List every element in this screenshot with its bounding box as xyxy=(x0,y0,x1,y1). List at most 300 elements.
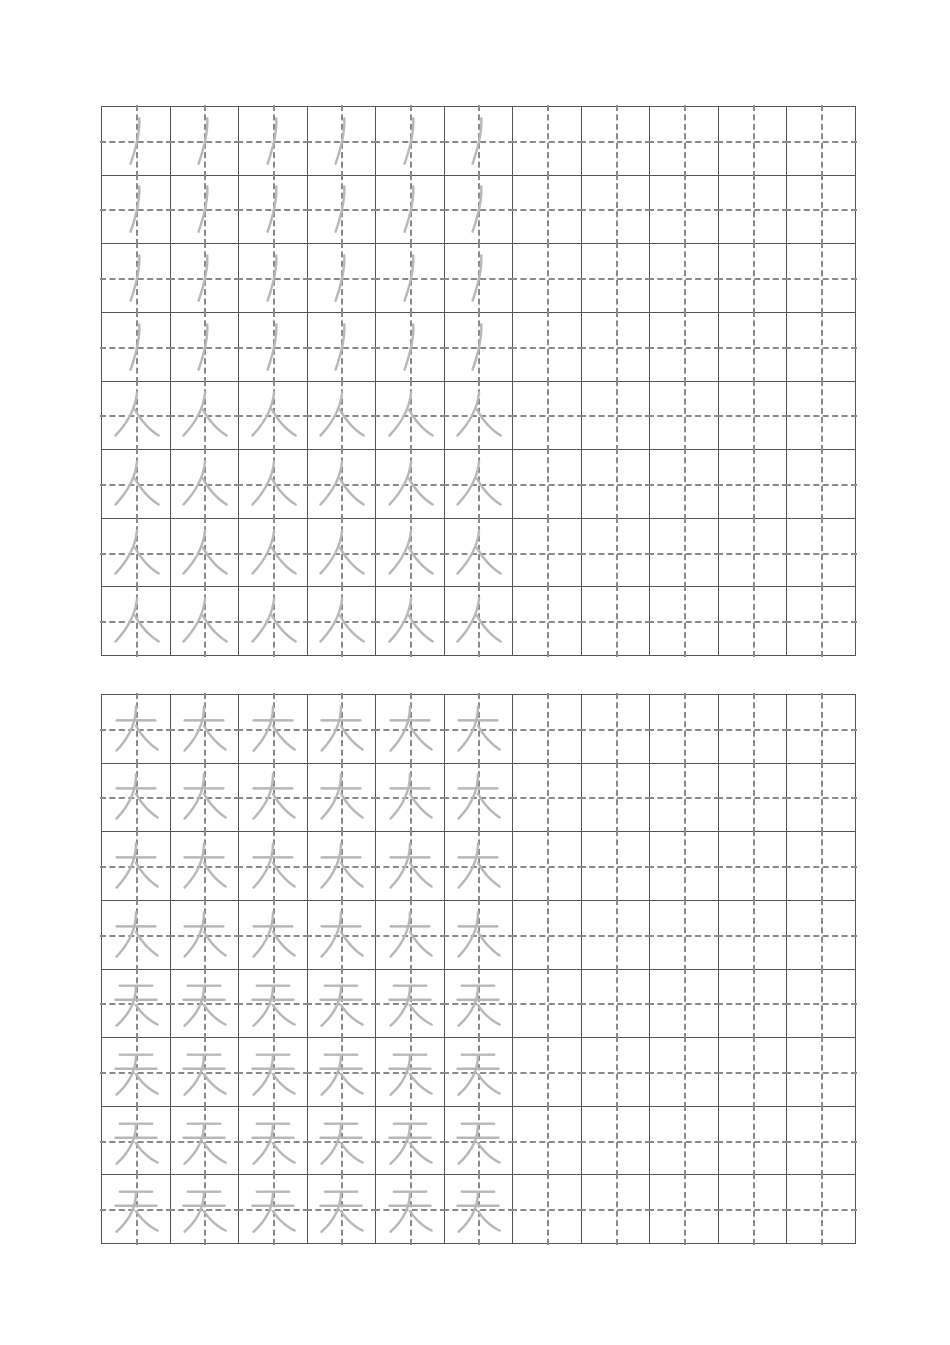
trace-character xyxy=(376,107,444,175)
practice-cell xyxy=(239,764,308,833)
practice-cell xyxy=(787,519,856,588)
practice-cell xyxy=(239,313,308,382)
trace-glyph xyxy=(451,388,505,442)
trace-glyph xyxy=(383,1045,437,1099)
practice-cell xyxy=(719,176,788,245)
practice-cell xyxy=(513,382,582,451)
practice-cell xyxy=(102,901,171,970)
trace-character xyxy=(308,519,376,587)
glyph-stroke xyxy=(136,726,158,750)
guide-line-vertical xyxy=(753,585,755,657)
practice-cell xyxy=(308,1107,377,1176)
practice-cell xyxy=(513,107,582,176)
practice-cell xyxy=(787,382,856,451)
glyph-stroke xyxy=(252,530,274,573)
guide-line-vertical xyxy=(616,762,618,834)
practice-cell xyxy=(719,382,788,451)
guide-line-vertical xyxy=(616,105,618,177)
practice-cell xyxy=(650,1107,719,1176)
guide-line-vertical xyxy=(547,830,549,902)
glyph-stroke xyxy=(115,530,137,573)
guide-line-vertical xyxy=(821,830,823,902)
glyph-stroke xyxy=(199,255,208,300)
practice-cell xyxy=(513,901,582,970)
guide-line-vertical xyxy=(684,762,686,834)
guide-line-vertical xyxy=(821,448,823,520)
trace-glyph xyxy=(177,770,231,824)
glyph-stroke xyxy=(459,986,478,1026)
trace-character xyxy=(171,1038,239,1106)
glyph-stroke xyxy=(477,616,501,642)
practice-cell xyxy=(171,519,240,588)
practice-cell xyxy=(171,1175,240,1244)
practice-cell xyxy=(513,1038,582,1107)
glyph-stroke xyxy=(390,1055,409,1095)
trace-character xyxy=(376,1107,444,1175)
practice-cell xyxy=(308,176,377,245)
trace-glyph xyxy=(177,702,231,756)
trace-glyph xyxy=(177,594,231,648)
practice-cell xyxy=(239,1107,308,1176)
trace-glyph xyxy=(109,251,163,305)
glyph-stroke xyxy=(390,912,409,956)
glyph-stroke xyxy=(199,187,208,232)
trace-glyph xyxy=(451,908,505,962)
practice-cell xyxy=(376,382,445,451)
guide-line-vertical xyxy=(821,517,823,589)
trace-glyph xyxy=(383,251,437,305)
glyph-stroke xyxy=(204,931,226,955)
trace-glyph xyxy=(177,1114,231,1168)
trace-character xyxy=(239,901,307,969)
practice-cell xyxy=(102,1175,171,1244)
trace-character xyxy=(102,176,170,244)
practice-cell xyxy=(171,695,240,764)
practice-cell xyxy=(719,1038,788,1107)
trace-character xyxy=(445,901,513,969)
practice-cell xyxy=(650,1175,719,1244)
practice-cell xyxy=(513,1107,582,1176)
trace-glyph xyxy=(177,114,231,168)
trace-character xyxy=(376,832,444,900)
practice-cell xyxy=(445,970,514,1039)
practice-cell xyxy=(719,313,788,382)
trace-glyph xyxy=(109,702,163,756)
guide-line-vertical xyxy=(547,693,549,765)
trace-glyph xyxy=(177,388,231,442)
trace-character xyxy=(445,764,513,832)
practice-cell xyxy=(719,450,788,519)
glyph-stroke xyxy=(116,986,135,1026)
practice-cell xyxy=(376,764,445,833)
glyph-stroke xyxy=(409,547,433,573)
glyph-stroke xyxy=(390,775,409,819)
practice-cell xyxy=(787,832,856,901)
practice-cell xyxy=(102,176,171,245)
practice-cell xyxy=(445,450,514,519)
practice-cell xyxy=(582,970,651,1039)
glyph-stroke xyxy=(321,530,343,573)
glyph-stroke xyxy=(116,843,135,887)
trace-character xyxy=(239,519,307,587)
practice-cell xyxy=(171,382,240,451)
practice-cell xyxy=(787,313,856,382)
practice-cell xyxy=(102,1038,171,1107)
glyph-stroke xyxy=(322,986,341,1026)
guide-line-vertical xyxy=(821,1036,823,1108)
trace-character xyxy=(308,587,376,655)
glyph-stroke xyxy=(389,530,411,573)
trace-character xyxy=(171,176,239,244)
practice-cell xyxy=(239,244,308,313)
glyph-stroke xyxy=(273,1211,295,1230)
practice-cell xyxy=(787,244,856,313)
trace-character xyxy=(102,382,170,450)
glyph-stroke xyxy=(267,324,276,369)
trace-glyph xyxy=(383,114,437,168)
practice-cell xyxy=(650,244,719,313)
guide-line-vertical xyxy=(547,968,549,1040)
glyph-stroke xyxy=(477,479,501,505)
trace-glyph xyxy=(246,1182,300,1236)
trace-character xyxy=(445,695,513,763)
practice-cell xyxy=(171,901,240,970)
glyph-stroke xyxy=(478,931,500,955)
guide-line-vertical xyxy=(547,448,549,520)
trace-character xyxy=(239,970,307,1038)
trace-character xyxy=(376,970,444,1038)
practice-cell xyxy=(308,519,377,588)
practice-grid-bottom xyxy=(101,694,856,1244)
trace-character xyxy=(102,970,170,1038)
practice-cell xyxy=(582,587,651,656)
guide-line-vertical xyxy=(821,380,823,452)
glyph-stroke xyxy=(340,547,364,573)
trace-glyph xyxy=(383,457,437,511)
trace-glyph xyxy=(109,114,163,168)
glyph-stroke xyxy=(478,1005,500,1024)
trace-character xyxy=(171,764,239,832)
practice-cell xyxy=(582,764,651,833)
trace-character xyxy=(102,901,170,969)
glyph-stroke xyxy=(273,1005,295,1024)
guide-line-vertical xyxy=(684,380,686,452)
glyph-stroke xyxy=(185,986,204,1026)
trace-character xyxy=(171,107,239,175)
guide-line-vertical xyxy=(821,585,823,657)
practice-cell xyxy=(239,176,308,245)
guide-line-vertical xyxy=(616,242,618,314)
guide-line-vertical xyxy=(547,174,549,246)
practice-cell xyxy=(513,970,582,1039)
trace-character xyxy=(239,176,307,244)
trace-glyph xyxy=(314,320,368,374)
trace-character xyxy=(445,587,513,655)
glyph-stroke xyxy=(204,1074,226,1093)
practice-cell xyxy=(719,107,788,176)
guide-line-vertical xyxy=(547,585,549,657)
practice-cell xyxy=(719,832,788,901)
practice-cell xyxy=(308,587,377,656)
practice-cell xyxy=(239,1175,308,1244)
practice-cell xyxy=(513,695,582,764)
glyph-stroke xyxy=(115,461,137,504)
guide-line-vertical xyxy=(684,585,686,657)
trace-glyph xyxy=(246,702,300,756)
trace-character xyxy=(445,382,513,450)
trace-glyph xyxy=(451,770,505,824)
practice-cell xyxy=(787,107,856,176)
glyph-stroke xyxy=(185,1055,204,1095)
glyph-stroke xyxy=(273,726,295,750)
trace-glyph xyxy=(314,839,368,893)
glyph-stroke xyxy=(116,706,135,750)
practice-cell xyxy=(445,1038,514,1107)
guide-line-vertical xyxy=(821,1105,823,1177)
trace-glyph xyxy=(314,1114,368,1168)
practice-cell xyxy=(582,382,651,451)
practice-cell xyxy=(513,1175,582,1244)
trace-character xyxy=(171,313,239,381)
glyph-stroke xyxy=(410,931,432,955)
trace-glyph xyxy=(246,457,300,511)
glyph-stroke xyxy=(135,479,159,505)
glyph-stroke xyxy=(267,255,276,300)
trace-character xyxy=(376,313,444,381)
practice-cell xyxy=(582,107,651,176)
trace-glyph xyxy=(383,702,437,756)
trace-glyph xyxy=(451,320,505,374)
guide-line-vertical xyxy=(821,762,823,834)
glyph-stroke xyxy=(458,530,480,573)
trace-glyph xyxy=(177,182,231,236)
trace-glyph xyxy=(109,908,163,962)
trace-character xyxy=(102,1175,170,1243)
guide-line-vertical xyxy=(547,1173,549,1245)
trace-character xyxy=(445,107,513,175)
glyph-stroke xyxy=(204,1005,226,1024)
glyph-stroke xyxy=(410,794,432,818)
trace-character xyxy=(308,1175,376,1243)
guide-line-vertical xyxy=(753,311,755,383)
glyph-stroke xyxy=(272,410,296,436)
trace-glyph xyxy=(451,182,505,236)
trace-character xyxy=(376,764,444,832)
trace-character xyxy=(239,832,307,900)
trace-character xyxy=(102,764,170,832)
practice-cell xyxy=(171,1107,240,1176)
trace-character xyxy=(102,107,170,175)
practice-cell xyxy=(239,970,308,1039)
trace-character xyxy=(308,1038,376,1106)
glyph-stroke xyxy=(390,1192,409,1232)
trace-glyph xyxy=(383,1182,437,1236)
trace-glyph xyxy=(451,114,505,168)
glyph-stroke xyxy=(478,1143,500,1162)
trace-character xyxy=(239,587,307,655)
trace-character xyxy=(445,832,513,900)
trace-glyph xyxy=(451,526,505,580)
trace-glyph xyxy=(177,320,231,374)
guide-line-vertical xyxy=(753,1036,755,1108)
grid-bottom xyxy=(101,694,856,1244)
guide-line-vertical xyxy=(684,311,686,383)
glyph-stroke xyxy=(199,118,208,163)
practice-cell xyxy=(239,832,308,901)
practice-cell xyxy=(308,970,377,1039)
guide-line-vertical xyxy=(616,380,618,452)
practice-cell xyxy=(445,1175,514,1244)
trace-glyph xyxy=(451,457,505,511)
practice-cell xyxy=(787,1038,856,1107)
guide-line-vertical xyxy=(684,105,686,177)
glyph-stroke xyxy=(252,461,274,504)
glyph-stroke xyxy=(340,616,364,642)
trace-glyph xyxy=(246,976,300,1030)
glyph-stroke xyxy=(322,1055,341,1095)
practice-cell xyxy=(719,244,788,313)
trace-glyph xyxy=(314,1182,368,1236)
trace-character xyxy=(376,382,444,450)
guide-line-vertical xyxy=(753,448,755,520)
practice-cell xyxy=(445,313,514,382)
glyph-stroke xyxy=(409,410,433,436)
guide-line-vertical xyxy=(616,448,618,520)
glyph-stroke xyxy=(341,1211,363,1230)
glyph-stroke xyxy=(204,1143,226,1162)
practice-cell xyxy=(376,519,445,588)
trace-character xyxy=(102,313,170,381)
trace-character xyxy=(445,313,513,381)
practice-cell xyxy=(582,901,651,970)
glyph-stroke xyxy=(203,616,227,642)
practice-cell xyxy=(650,901,719,970)
practice-cell xyxy=(513,587,582,656)
practice-cell xyxy=(308,832,377,901)
trace-character xyxy=(308,176,376,244)
glyph-stroke xyxy=(136,1074,158,1093)
guide-line-vertical xyxy=(684,1173,686,1245)
practice-cell xyxy=(376,450,445,519)
practice-cell xyxy=(102,970,171,1039)
glyph-stroke xyxy=(136,1211,158,1230)
trace-glyph xyxy=(109,770,163,824)
practice-cell xyxy=(787,764,856,833)
glyph-stroke xyxy=(389,393,411,436)
glyph-stroke xyxy=(253,843,272,887)
practice-cell xyxy=(308,1038,377,1107)
glyph-stroke xyxy=(478,863,500,887)
guide-line-vertical xyxy=(547,899,549,971)
practice-cell xyxy=(582,1038,651,1107)
practice-cell xyxy=(719,901,788,970)
practice-cell xyxy=(171,313,240,382)
trace-glyph xyxy=(383,976,437,1030)
practice-cell xyxy=(650,107,719,176)
trace-character xyxy=(102,244,170,312)
practice-cell xyxy=(650,764,719,833)
glyph-stroke xyxy=(204,863,226,887)
guide-line-vertical xyxy=(547,762,549,834)
trace-glyph xyxy=(451,702,505,756)
trace-glyph xyxy=(314,526,368,580)
guide-line-vertical xyxy=(684,242,686,314)
glyph-stroke xyxy=(458,599,480,642)
practice-cell xyxy=(171,244,240,313)
glyph-stroke xyxy=(341,1074,363,1093)
trace-glyph xyxy=(451,1182,505,1236)
glyph-stroke xyxy=(459,706,478,750)
glyph-stroke xyxy=(136,1143,158,1162)
glyph-stroke xyxy=(252,393,274,436)
guide-line-vertical xyxy=(753,380,755,452)
guide-line-vertical xyxy=(547,105,549,177)
trace-character xyxy=(376,695,444,763)
practice-cell xyxy=(650,970,719,1039)
glyph-stroke xyxy=(253,775,272,819)
glyph-stroke xyxy=(253,1123,272,1163)
trace-glyph xyxy=(109,594,163,648)
practice-cell xyxy=(445,587,514,656)
guide-line-vertical xyxy=(821,899,823,971)
practice-cell xyxy=(102,519,171,588)
practice-cell xyxy=(171,832,240,901)
practice-cell xyxy=(102,313,171,382)
trace-character xyxy=(445,450,513,518)
practice-cell xyxy=(787,587,856,656)
practice-cell xyxy=(719,695,788,764)
glyph-stroke xyxy=(135,410,159,436)
glyph-stroke xyxy=(184,599,206,642)
trace-character xyxy=(308,382,376,450)
guide-line-vertical xyxy=(684,899,686,971)
glyph-stroke xyxy=(321,461,343,504)
guide-line-vertical xyxy=(684,830,686,902)
trace-glyph xyxy=(314,770,368,824)
trace-glyph xyxy=(177,457,231,511)
guide-line-vertical xyxy=(684,1036,686,1108)
trace-glyph xyxy=(314,1045,368,1099)
practice-cell xyxy=(308,450,377,519)
trace-glyph xyxy=(246,182,300,236)
trace-glyph xyxy=(383,388,437,442)
practice-cell xyxy=(650,450,719,519)
glyph-stroke xyxy=(273,1074,295,1093)
glyph-stroke xyxy=(405,324,414,369)
practice-cell xyxy=(582,695,651,764)
trace-character xyxy=(308,313,376,381)
trace-glyph xyxy=(451,1114,505,1168)
trace-glyph xyxy=(314,182,368,236)
trace-character xyxy=(239,1107,307,1175)
glyph-stroke xyxy=(473,187,482,232)
trace-glyph xyxy=(109,388,163,442)
guide-line-vertical xyxy=(547,1036,549,1108)
glyph-stroke xyxy=(341,931,363,955)
glyph-stroke xyxy=(390,986,409,1026)
trace-character xyxy=(171,519,239,587)
glyph-stroke xyxy=(473,324,482,369)
glyph-stroke xyxy=(410,1143,432,1162)
glyph-stroke xyxy=(336,324,345,369)
trace-character xyxy=(376,1175,444,1243)
trace-glyph xyxy=(246,114,300,168)
guide-line-vertical xyxy=(821,242,823,314)
glyph-stroke xyxy=(130,118,139,163)
guide-line-vertical xyxy=(753,105,755,177)
practice-cell xyxy=(376,832,445,901)
practice-cell xyxy=(239,1038,308,1107)
